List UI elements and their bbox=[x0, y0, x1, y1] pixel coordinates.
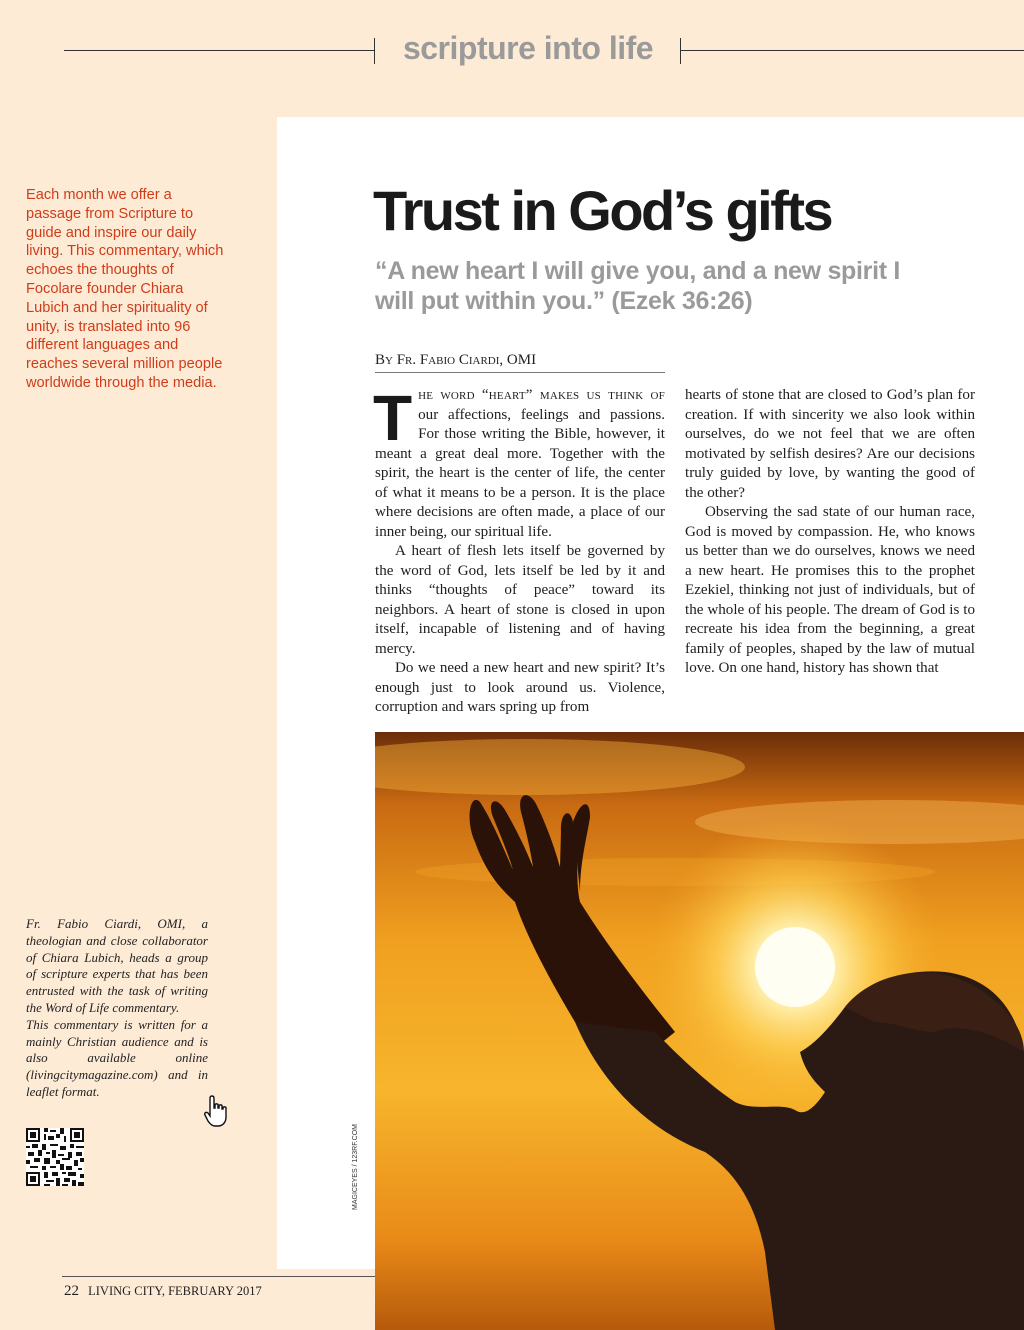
paragraph: hearts of stone that are closed to God’s plan for creation. If with sincerity we also look within ourselves, do we not feel that we are often motivated by selfish desires? Are our decisions truly guided by love, by wanting the good of the other? bbox=[685, 387, 975, 501]
paragraph bbox=[373, 382, 665, 542]
bio-paragraph: This commentary is written for a mainly Christian audience and is also available online (livingcitymagazine.com) and in leaflet format. bbox=[26, 1016, 208, 1099]
photo-credit: MAGICEYES / 123RF.COM bbox=[352, 1124, 359, 1210]
sunset-illustration bbox=[375, 732, 1024, 1330]
paragraph-text: our affections, feelings and passions. For those writing the Bible, however, it meant a great deal more. Together with the spirit, the heart is the center of life, the center of what it means to be a person. It is the place where decisions are often made, a place of our inner being, our spiritual life. bbox=[375, 406, 665, 540]
section-title: scripture into life bbox=[402, 30, 654, 66]
footer-rule bbox=[62, 1276, 375, 1277]
paragraph: Observing the sad state of our human race, God is moved by compassion. He, who knows us better than we do ourselves, knows we need a new heart. He promises this to the prophet Ezekiel, thinking not just of individuals, but of the whole of his people. The dream of God is to recreate his idea from the beginning, a great family of peoples, shaped by the law of mutual love. On one hand, history has shown that bbox=[685, 504, 975, 676]
body-column-2 bbox=[685, 386, 975, 679]
header-tick-left bbox=[374, 38, 375, 64]
header-tick-right bbox=[680, 38, 681, 64]
article-subtitle: “A new heart I will give you, and a new spirit I will put within you.” (Ezek 36:26) bbox=[375, 257, 901, 315]
qr-code-icon bbox=[26, 1128, 84, 1186]
byline: By Fr. Fabio Ciardi, OMI bbox=[375, 352, 665, 373]
drop-cap: T bbox=[373, 382, 413, 454]
bio-paragraph: Fr. Fabio Ciardi, OMI, a theologian and close collaborator of Chiara Lubich, heads a group of scripture experts that has been entrusted with the task of writing the Word of Life commentary. bbox=[26, 916, 208, 1015]
header-rule-left bbox=[64, 50, 374, 51]
article-title: Trust in God’s gifts bbox=[373, 179, 832, 242]
paragraph: Do we need a new heart and new spirit? It’s enough just to look around us. Violence, corruption and wars spring up from bbox=[375, 660, 665, 715]
author-bio bbox=[26, 916, 208, 1101]
publication-info: LIVING CITY, FEBRUARY 2017 bbox=[88, 1284, 262, 1298]
page-footer bbox=[64, 1283, 262, 1300]
paragraph: A heart of flesh lets itself be governed by the word of God, lets itself be led by it and thinks “thoughts of peace” toward its neighbors. A heart of stone is closed in upon itself, incapable of listening and of having mercy. bbox=[375, 543, 665, 657]
pointing-hand-icon bbox=[204, 1094, 230, 1128]
sunset-photo bbox=[375, 732, 1024, 1330]
page-number: 22 bbox=[64, 1283, 79, 1299]
body-column-1 bbox=[373, 382, 665, 718]
header-rule-right bbox=[680, 50, 1024, 51]
sidebar-intro: Each month we offer a passage from Scripture to guide and inspire our daily living. This commentary, which echoes the thoughts of Focolare founder Chiara Lubich and her spirituality of unity, is translated into 96 different languages and reaches several million people worldwide through the media. bbox=[26, 187, 224, 391]
lead-in: he word “heart” makes us think of bbox=[418, 387, 665, 403]
